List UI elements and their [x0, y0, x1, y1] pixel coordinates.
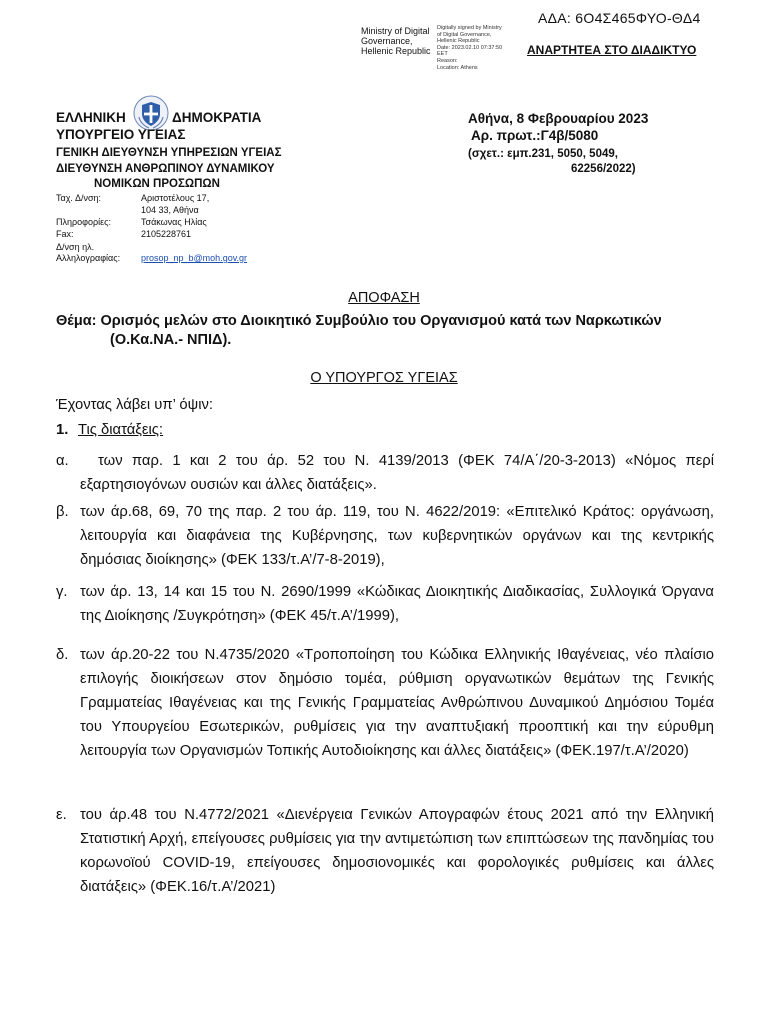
signature-organization — [361, 26, 431, 56]
info-value: Τσάκωνας Ηλίας — [141, 217, 207, 227]
signature-org-line: Hellenic Republic — [361, 46, 431, 56]
list-item — [56, 803, 714, 899]
list-item-text: του άρ.48 του Ν.4772/2021 «Διενέργεια Γενικών Απογραφών έτους 2021 από την Ελληνική Στατιστική Αρχή, επείγουσες ρυθμίσεις για την αντιμετώπιση των επιπτώσεων της πανδημίας του κορωνοϊού COVID-19, επείγουσες δημοσιονομικές και φορολογικές ρυθμίσεις και άλλες διατάξεις» (ΦΕΚ.16/τ.Α’/2021) — [80, 807, 714, 895]
protocol-number: Αρ. πρωτ.:Γ4β/5080 — [471, 128, 599, 143]
signature-detail-line: EET — [437, 51, 448, 58]
section-title: Τις διατάξεις: — [78, 422, 164, 438]
list-item-text: των άρ. 13, 14 και 15 του Ν. 2690/1999 «Κώδικας Διοικητικής Διαδικασίας, Συλλογικά Όργανα της Διοίκησης /Συγκρότηση» (ΦΕΚ 45/τ.Α’/1999), — [80, 584, 714, 624]
list-item — [56, 580, 714, 628]
list-item — [56, 643, 714, 763]
section-number: 1. — [56, 422, 69, 438]
subject-line-2: (Ο.Κα.ΝΑ.- ΝΠΙΔ). — [110, 332, 232, 348]
signature-detail-line: Hellenic Republic — [437, 38, 480, 45]
list-item-label: β. — [56, 504, 69, 520]
related-references: (σχετ.: εμπ.231, 5050, 5049, — [468, 148, 618, 160]
signature-detail-line: of Digital Governance, — [437, 31, 492, 38]
signature-org-line: Governance, — [361, 36, 413, 46]
email-link[interactable]: prosop_np_b@moh.gov.gr — [141, 253, 248, 263]
list-item-text: των άρ.68, 69, 70 της παρ. 2 του άρ. 119, του Ν. 4622/2019: «Επιτελικό Κράτος: οργάνωση, λειτουργία και διαφάνεια της Κυβέρνησης, των κυβερνητικών οργάνων και της κεντρικής δημόσιας διοίκησης» (ΦΕΚ 133/τ.Α’/7-8-2019), — [80, 504, 714, 568]
email-label-2: Αλληλογραφίας: — [56, 253, 121, 263]
signature-details — [437, 25, 502, 71]
signature-detail-line: Date: 2023.02.10 07:37:50 — [437, 44, 503, 51]
ministry-name: ΥΠΟΥΡΓΕΙΟ ΥΓΕΙΑΣ — [56, 127, 186, 142]
republic-right: ΔΗΜΟΚΡΑΤΙΑ — [172, 110, 262, 125]
list-item — [56, 449, 714, 497]
signature-detail-line: Digitally signed by Ministry — [437, 25, 502, 31]
minister-title: Ο ΥΠΟΥΡΓΟΣ ΥΓΕΙΑΣ — [310, 370, 458, 386]
list-item-label: ε. — [56, 807, 67, 823]
directorate: ΔΙΕΥΘΥΝΣΗ ΑΝΘΡΩΠΙΝΟΥ ΔΥΝΑΜΙΚΟΥ — [56, 163, 275, 175]
address-label: Ταχ. Δ/νση: — [56, 193, 102, 203]
email-label: Δ/νση ηλ. — [56, 242, 95, 252]
signature-org-line: Ministry of Digital — [361, 26, 430, 36]
post-online-label: ΑΝΑΡΤΗΤΕΑ ΣΤΟ ΔΙΑΔΙΚΤΥΟ — [527, 43, 697, 57]
list-item-label: δ. — [56, 647, 69, 663]
signature-detail-line: Reason: — [437, 57, 458, 64]
directorate-line-2: ΝΟΜΙΚΩΝ ΠΡΟΣΩΠΩΝ — [94, 178, 220, 190]
signature-detail-line: Location: Athens — [437, 64, 478, 71]
list-item-text: των παρ. 1 και 2 του άρ. 52 του Ν. 4139/2013 (ΦΕΚ 74/Α΄/20-3-2013) «Νόμος περί εξαρτησιογόνων ουσιών και άλλες διατάξεις». — [80, 453, 714, 493]
republic-left: ΕΛΛΗΝΙΚΗ — [56, 110, 126, 125]
fax-label: Fax: — [56, 229, 74, 239]
directorate-general: ΓΕΝΙΚΗ ΔΙΕΥΘΥΝΣΗ ΥΠΗΡΕΣΙΩΝ ΥΓΕΙΑΣ — [56, 147, 282, 159]
ada-code: ΑΔΑ: 6Ο4Σ465ΦΥΟ-ΘΔ4 — [538, 10, 701, 26]
related-references-2: 62256/2022) — [571, 163, 636, 175]
greek-coat-of-arms-icon — [133, 95, 169, 131]
fax-value: 2105228761 — [141, 229, 192, 239]
list-item-text: των άρ.20-22 του Ν.4735/2020 «Τροποποίηση του Κώδικα Ελληνικής Ιθαγένειας, νέο πλαίσιο επιλογής διοικήσεων στον δημόσιο τομέα, ρύθμιση οργανωτικών θεμάτων της Γενικής Γραμματείας Ιθαγένειας και της Γενικής Γραμματείας Ανθρώπινου Δυναμικού Δημόσιου Τομέα του Υπουργείου Εσωτερικών, ρυθμίσεις για την αναπτυξιακή προοπτική και την εύρυθμη λειτουργία των Οργανισμών Τοπικής Αυτοδιοίκησης και άλλες διατάξεις» (ΦΕΚ.197/τ.Α’/2020) — [80, 647, 714, 759]
subject-line-1: Θέμα: Ορισμός μελών στο Διοικητικό Συμβούλιο του Οργανισμού κατά των Ναρκωτικών — [56, 313, 662, 329]
list-item — [56, 500, 714, 572]
address-line-1: Αριστοτέλους 17, — [141, 193, 210, 203]
address-line-2: 104 33, Αθήνα — [141, 205, 199, 215]
info-label: Πληροφορίες: — [56, 217, 111, 227]
list-item-label: α. — [56, 453, 69, 469]
intro-text: Έχοντας λάβει υπ’ όψιν: — [56, 397, 213, 413]
decision-title: ΑΠΟΦΑΣΗ — [348, 290, 420, 306]
document-date: Αθήνα, 8 Φεβρουαρίου 2023 — [468, 111, 649, 126]
list-item-label: γ. — [56, 584, 68, 600]
